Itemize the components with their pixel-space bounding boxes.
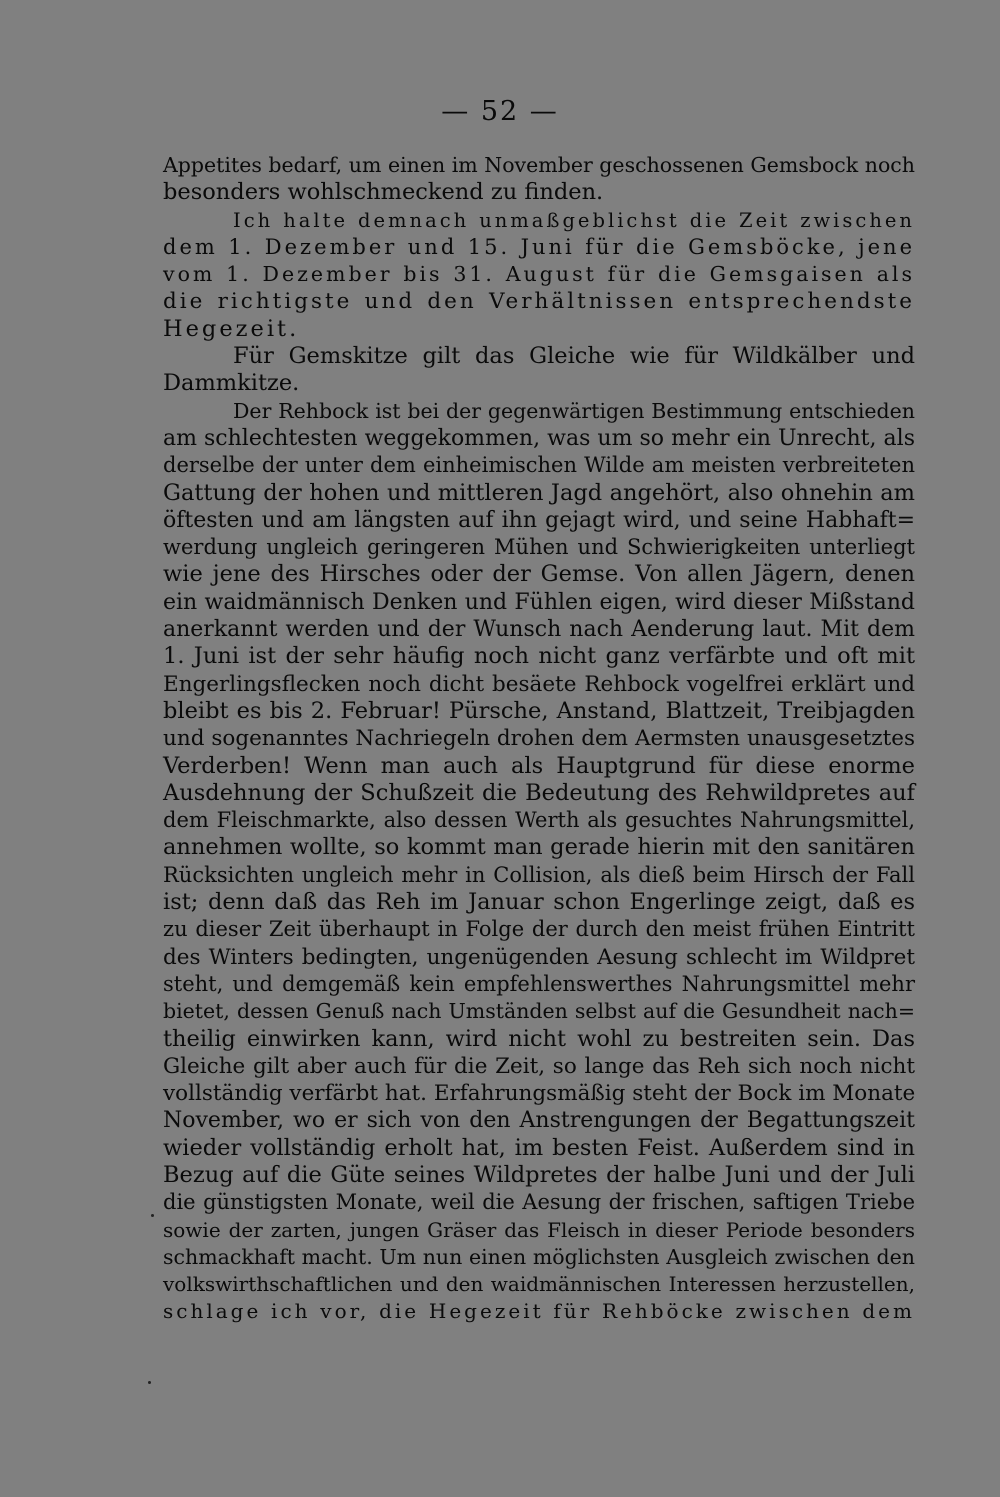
- text-line: sowie der zarten, jungen Gräser das Fleisch in dieser Periode besonders: [163, 1217, 915, 1242]
- text-line: vom 1. Dezember bis 31. August für die Gemsgaisen als: [163, 262, 915, 287]
- text-line: bietet, dessen Genuß nach Umständen selbst auf die Gesundheit nach=: [163, 999, 915, 1024]
- text-line: Dammkitze.: [163, 370, 300, 397]
- text-line: Rücksichten ungleich mehr in Collision, als dieß beim Hirsch der Fall: [163, 862, 915, 887]
- text-line: besonders wohlschmeckend zu finden.: [163, 179, 604, 206]
- text-line: steht, und demgemäß kein empfehlenswerthes Nahrungsmittel mehr: [163, 971, 915, 996]
- text-line: Gattung der hohen und mittleren Jagd angehört, also ohnehin am: [163, 479, 915, 506]
- text-line: annehmen wollte, so kommt man gerade hierin mit den sanitären: [163, 834, 915, 861]
- text-line: Gleiche gilt aber auch für die Zeit, so lange das Reh sich noch nicht: [163, 1053, 915, 1079]
- text-line: die richtigste und den Verhältnissen entsprechendste: [163, 289, 915, 315]
- text-line: theilig einwirken kann, wird nicht wohl zu bestreiten sein. Das: [163, 1025, 915, 1052]
- text-line: Engerlingsflecken noch dicht besäete Rehbock vogelfrei erklärt und: [163, 671, 915, 697]
- text-line: ist; denn daß das Reh im Januar schon Engerlinge zeigt, daß es: [163, 889, 915, 916]
- text-line: vollständig verfärbt hat. Erfahrungsmäßig steht der Bock im Monate: [163, 1081, 916, 1107]
- text-line: Appetites bedarf, um einen im November geschossenen Gemsbock noch: [163, 153, 915, 177]
- margin-mark: [148, 1381, 151, 1384]
- text-line: zu dieser Zeit überhaupt in Folge der durch den meist frühen Eintritt: [163, 917, 915, 942]
- text-line: Hegezeit.: [163, 315, 300, 342]
- text-line: am schlechtesten weggekommen, was um so mehr ein Unrecht, als: [163, 425, 915, 451]
- text-line: anerkannt werden und der Wunsch nach Aenderung laut. Mit dem: [163, 617, 915, 643]
- text-line: November, wo er sich von den Anstrengungen der Begattungszeit: [163, 1108, 915, 1134]
- text-line: Verderben! Wenn man auch als Hauptgrund für diese enorme: [163, 752, 915, 779]
- text-line: dem 1. Dezember und 15. Juni für die Gemsböcke, jene: [163, 234, 915, 259]
- text-line: öftesten und am längsten auf ihn gejagt wird, und seine Habhaft=: [163, 507, 915, 533]
- text-line: wieder vollständig erholt hat, im besten Feist. Außerdem sind in: [163, 1134, 915, 1161]
- page-number: — 52 —: [441, 96, 559, 127]
- text-line: Ausdehnung der Schußzeit die Bedeutung des Rehwildpretes auf: [163, 779, 915, 806]
- text-line: volkswirthschaftlichen und den waidmännischen Interessen herzustellen,: [163, 1272, 915, 1297]
- margin-mark: [151, 1214, 154, 1217]
- body-text: [163, 152, 915, 1326]
- text-line: des Winters bedingten, ungenügenden Aesung schlecht im Wildpret: [163, 944, 915, 970]
- text-line: bleibt es bis 2. Februar! Pürsche, Anstand, Blattzeit, Treibjagden: [163, 697, 915, 724]
- text-line: ein waidmännisch Denken und Fühlen eigen, wird dieser Mißstand: [163, 589, 915, 615]
- text-line: wie jene des Hirsches oder der Gemse. Von allen Jägern, denen: [163, 561, 915, 588]
- text-line: schmackhaft macht. Um nun einen möglichsten Ausgleich zwischen den: [163, 1244, 915, 1269]
- text-line: schlage ich vor, die Hegezeit für Rehböcke zwischen dem: [163, 1299, 915, 1324]
- text-line: werdung ungleich geringeren Mühen und Schwierigkeiten unterliegt: [163, 535, 915, 560]
- text-line: Bezug auf die Güte seines Wildpretes der halbe Juni und der Juli: [163, 1161, 915, 1188]
- text-line: die günstigsten Monate, weil die Aesung der frischen, saftigen Triebe: [163, 1190, 915, 1215]
- text-line: Ich halte demnach unmaßgeblichst die Zeit zwischen: [233, 208, 915, 232]
- text-line: Für Gemskitze gilt das Gleiche wie für Wildkälber und: [233, 343, 915, 370]
- text-line: derselbe der unter dem einheimischen Wilde am meisten verbreiteten: [163, 453, 915, 478]
- text-line: und sogenanntes Nachriegeln drohen dem Aermsten unausgesetztes: [163, 726, 915, 752]
- text-line: 1. Juni ist der sehr häufig noch nicht ganz verfärbte und oft mit: [163, 643, 915, 670]
- text-line: Der Rehbock ist bei der gegenwärtigen Bestimmung entschieden: [233, 398, 915, 423]
- text-line: dem Fleischmarkte, also dessen Werth als gesuchtes Nahrungsmittel,: [163, 808, 915, 833]
